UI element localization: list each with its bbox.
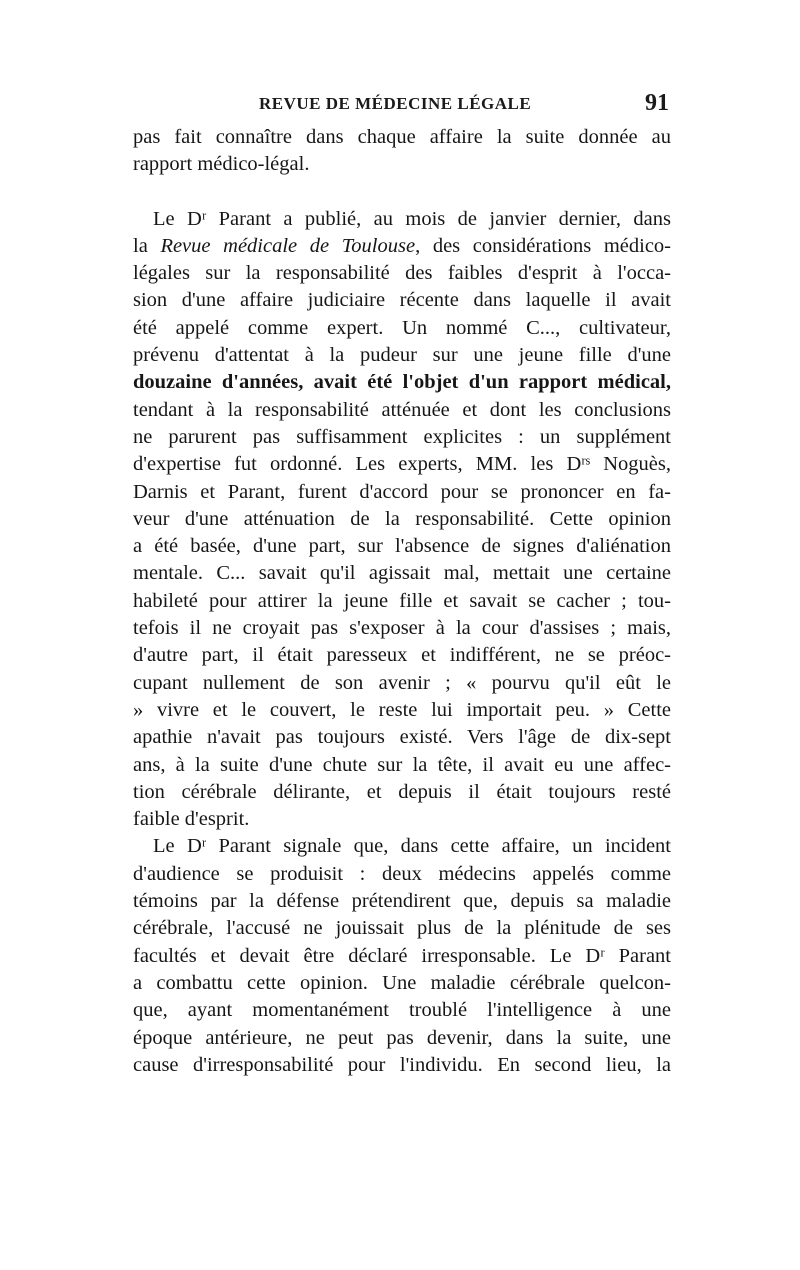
- text-line: été appelé comme expert. Un nommé C..., cultivateur,: [133, 316, 671, 339]
- text-line: habileté pour attirer la jeune fille et savait se cacher ; tou-: [133, 589, 671, 612]
- text-line: la Revue médicale de Toulouse, des considérations médico-: [133, 234, 672, 257]
- paragraph-3: [133, 833, 671, 1079]
- text-line: d'audience se produisit : deux médecins appelés comme: [133, 862, 671, 885]
- text-line: facultés et devait être déclaré irresponsable. Le Dʳ Parant: [133, 944, 671, 967]
- text-line: a été basée, d'une part, sur l'absence de signes d'aliénation: [133, 535, 671, 558]
- text-line: cérébrale, l'accusé ne jouissait plus de la plénitude de ses: [133, 917, 671, 940]
- text-line: d'autre part, il était paresseux et indifférent, ne se préoc-: [133, 644, 671, 667]
- page-header: [133, 92, 669, 120]
- text-line: rapport médico-légal.: [133, 153, 310, 176]
- text-line: » vivre et le couvert, le reste lui importait peu. » Cette: [133, 698, 671, 721]
- journal-title: Revue médicale de Toulouse: [160, 234, 416, 257]
- paragraph-1: [133, 124, 671, 179]
- text-line: Le Dʳ Parant signale que, dans cette affaire, un incident: [153, 835, 671, 858]
- text-line: cause d'irresponsabilité pour l'individu. En second lieu, la: [133, 1053, 671, 1076]
- text-line: ne parurent pas suffisamment explicites : un supplément: [133, 425, 671, 448]
- text-line: mentale. C... savait qu'il agissait mal, mettait une certaine: [133, 562, 671, 585]
- text-line: veur d'une atténuation de la responsabilité. Cette opinion: [133, 507, 671, 530]
- text-line: que, ayant momentanément troublé l'intelligence à une: [133, 999, 671, 1022]
- text-line: douzaine d'années, avait été l'objet d'un rapport médical,: [133, 371, 671, 394]
- text-line: témoins par la défense prétendirent que, depuis sa maladie: [133, 890, 671, 913]
- text-line: époque antérieure, ne peut pas devenir, dans la suite, une: [133, 1026, 671, 1049]
- text-line: a combattu cette opinion. Une maladie cérébrale quelcon-: [133, 971, 671, 994]
- paragraph-2: [133, 206, 671, 834]
- text-line: cupant nullement de son avenir ; « pourvu qu'il eût le: [133, 671, 671, 694]
- text-line: pas fait connaître dans chaque affaire la suite donnée au: [133, 126, 671, 148]
- text-line: apathie n'avait pas toujours existé. Vers l'âge de dix-sept: [133, 726, 671, 749]
- body-text: [133, 124, 671, 1079]
- running-title: REVUE DE MÉDECINE LÉGALE: [259, 94, 532, 113]
- text-line: sion d'une affaire judiciaire récente dans laquelle il avait: [133, 289, 671, 312]
- text-line: d'expertise fut ordonné. Les experts, MM. les Dʳˢ Noguès,: [133, 453, 671, 476]
- text-line: tefois il ne croyait pas s'exposer à la cour d'assises ; mais,: [133, 617, 671, 640]
- page-number: 91: [645, 90, 669, 116]
- text-line: tion cérébrale délirante, et depuis il était toujours resté: [133, 780, 671, 803]
- text-line: Le Dʳ Parant a publié, au mois de janvier dernier, dans: [153, 207, 671, 230]
- text-line: Darnis et Parant, furent d'accord pour se prononcer en fa-: [133, 480, 671, 503]
- text-line: prévenu d'attentat à la pudeur sur une jeune fille d'une: [133, 344, 671, 367]
- text-line: faible d'esprit.: [133, 808, 250, 831]
- text-line: tendant à la responsabilité atténuée et dont les conclusions: [133, 398, 671, 421]
- text-line: légales sur la responsabilité des faibles d'esprit à l'occa-: [133, 262, 671, 285]
- text-line: ans, à la suite d'une chute sur la tête, il avait eu une affec-: [133, 753, 671, 776]
